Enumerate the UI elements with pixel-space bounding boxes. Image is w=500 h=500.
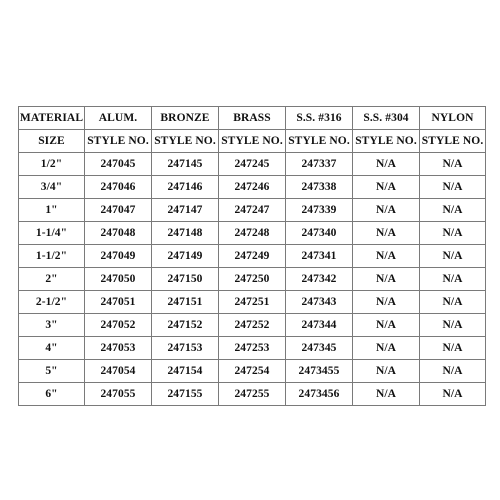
bronze-style-cell: 247154	[152, 360, 219, 383]
table-row	[19, 176, 486, 199]
brass-style-cell: 247253	[219, 337, 286, 360]
ss304-style-cell: N/A	[353, 153, 420, 176]
brass-style-cell: 247254	[219, 360, 286, 383]
ss316-style-cell: 247339	[286, 199, 353, 222]
nylon-style-cell: N/A	[420, 176, 486, 199]
size-cell: 5"	[19, 360, 85, 383]
nylon-style-cell: N/A	[420, 337, 486, 360]
table-row	[19, 314, 486, 337]
table-row	[19, 383, 486, 406]
header-material: MATERIAL	[19, 107, 85, 130]
alum-style-cell: 247048	[85, 222, 152, 245]
brass-style-cell: 247255	[219, 383, 286, 406]
size-cell: 4"	[19, 337, 85, 360]
header-ss304: S.S. #304	[353, 107, 420, 130]
header-size: SIZE	[19, 130, 85, 153]
nylon-style-cell: N/A	[420, 314, 486, 337]
style-number-chart	[18, 106, 485, 400]
brass-style-cell: 247246	[219, 176, 286, 199]
header-brass: BRASS	[219, 107, 286, 130]
style-number-table	[18, 106, 486, 406]
table-row	[19, 291, 486, 314]
ss304-style-cell: N/A	[353, 222, 420, 245]
header-bronze: BRONZE	[152, 107, 219, 130]
bronze-style-cell: 247150	[152, 268, 219, 291]
bronze-style-cell: 247155	[152, 383, 219, 406]
size-cell: 3"	[19, 314, 85, 337]
nylon-style-cell: N/A	[420, 268, 486, 291]
header-style-no: STYLE NO.	[353, 130, 420, 153]
ss304-style-cell: N/A	[353, 245, 420, 268]
header-style-no: STYLE NO.	[85, 130, 152, 153]
header-alum: ALUM.	[85, 107, 152, 130]
bronze-style-cell: 247146	[152, 176, 219, 199]
ss304-style-cell: N/A	[353, 337, 420, 360]
bronze-style-cell: 247147	[152, 199, 219, 222]
bronze-style-cell: 247151	[152, 291, 219, 314]
nylon-style-cell: N/A	[420, 222, 486, 245]
ss316-style-cell: 2473455	[286, 360, 353, 383]
alum-style-cell: 247051	[85, 291, 152, 314]
brass-style-cell: 247252	[219, 314, 286, 337]
ss316-style-cell: 247337	[286, 153, 353, 176]
header-ss316: S.S. #316	[286, 107, 353, 130]
ss316-style-cell: 247343	[286, 291, 353, 314]
table-row	[19, 153, 486, 176]
size-cell: 2"	[19, 268, 85, 291]
ss316-style-cell: 247345	[286, 337, 353, 360]
brass-style-cell: 247249	[219, 245, 286, 268]
header-nylon: NYLON	[420, 107, 486, 130]
ss316-style-cell: 247342	[286, 268, 353, 291]
nylon-style-cell: N/A	[420, 360, 486, 383]
size-cell: 1-1/2"	[19, 245, 85, 268]
bronze-style-cell: 247148	[152, 222, 219, 245]
table-body	[19, 107, 486, 406]
alum-style-cell: 247054	[85, 360, 152, 383]
alum-style-cell: 247055	[85, 383, 152, 406]
bronze-style-cell: 247153	[152, 337, 219, 360]
ss304-style-cell: N/A	[353, 291, 420, 314]
ss316-style-cell: 247344	[286, 314, 353, 337]
brass-style-cell: 247245	[219, 153, 286, 176]
ss316-style-cell: 247341	[286, 245, 353, 268]
ss304-style-cell: N/A	[353, 176, 420, 199]
ss304-style-cell: N/A	[353, 383, 420, 406]
table-row	[19, 337, 486, 360]
brass-style-cell: 247247	[219, 199, 286, 222]
table-row	[19, 245, 486, 268]
header-row-style	[19, 130, 486, 153]
ss304-style-cell: N/A	[353, 268, 420, 291]
ss316-style-cell: 247338	[286, 176, 353, 199]
brass-style-cell: 247251	[219, 291, 286, 314]
header-row-material	[19, 107, 486, 130]
alum-style-cell: 247053	[85, 337, 152, 360]
bronze-style-cell: 247149	[152, 245, 219, 268]
bronze-style-cell: 247152	[152, 314, 219, 337]
table-row	[19, 268, 486, 291]
size-cell: 6"	[19, 383, 85, 406]
size-cell: 3/4"	[19, 176, 85, 199]
alum-style-cell: 247052	[85, 314, 152, 337]
ss304-style-cell: N/A	[353, 314, 420, 337]
alum-style-cell: 247047	[85, 199, 152, 222]
bronze-style-cell: 247145	[152, 153, 219, 176]
size-cell: 1"	[19, 199, 85, 222]
ss304-style-cell: N/A	[353, 360, 420, 383]
nylon-style-cell: N/A	[420, 291, 486, 314]
alum-style-cell: 247045	[85, 153, 152, 176]
header-style-no: STYLE NO.	[219, 130, 286, 153]
header-style-no: STYLE NO.	[152, 130, 219, 153]
header-style-no: STYLE NO.	[420, 130, 486, 153]
table-row	[19, 199, 486, 222]
brass-style-cell: 247248	[219, 222, 286, 245]
ss316-style-cell: 247340	[286, 222, 353, 245]
alum-style-cell: 247050	[85, 268, 152, 291]
brass-style-cell: 247250	[219, 268, 286, 291]
nylon-style-cell: N/A	[420, 383, 486, 406]
header-style-no: STYLE NO.	[286, 130, 353, 153]
ss304-style-cell: N/A	[353, 199, 420, 222]
nylon-style-cell: N/A	[420, 199, 486, 222]
ss316-style-cell: 2473456	[286, 383, 353, 406]
alum-style-cell: 247046	[85, 176, 152, 199]
size-cell: 1-1/4"	[19, 222, 85, 245]
alum-style-cell: 247049	[85, 245, 152, 268]
size-cell: 1/2"	[19, 153, 85, 176]
table-row	[19, 360, 486, 383]
nylon-style-cell: N/A	[420, 245, 486, 268]
table-row	[19, 222, 486, 245]
size-cell: 2-1/2"	[19, 291, 85, 314]
nylon-style-cell: N/A	[420, 153, 486, 176]
